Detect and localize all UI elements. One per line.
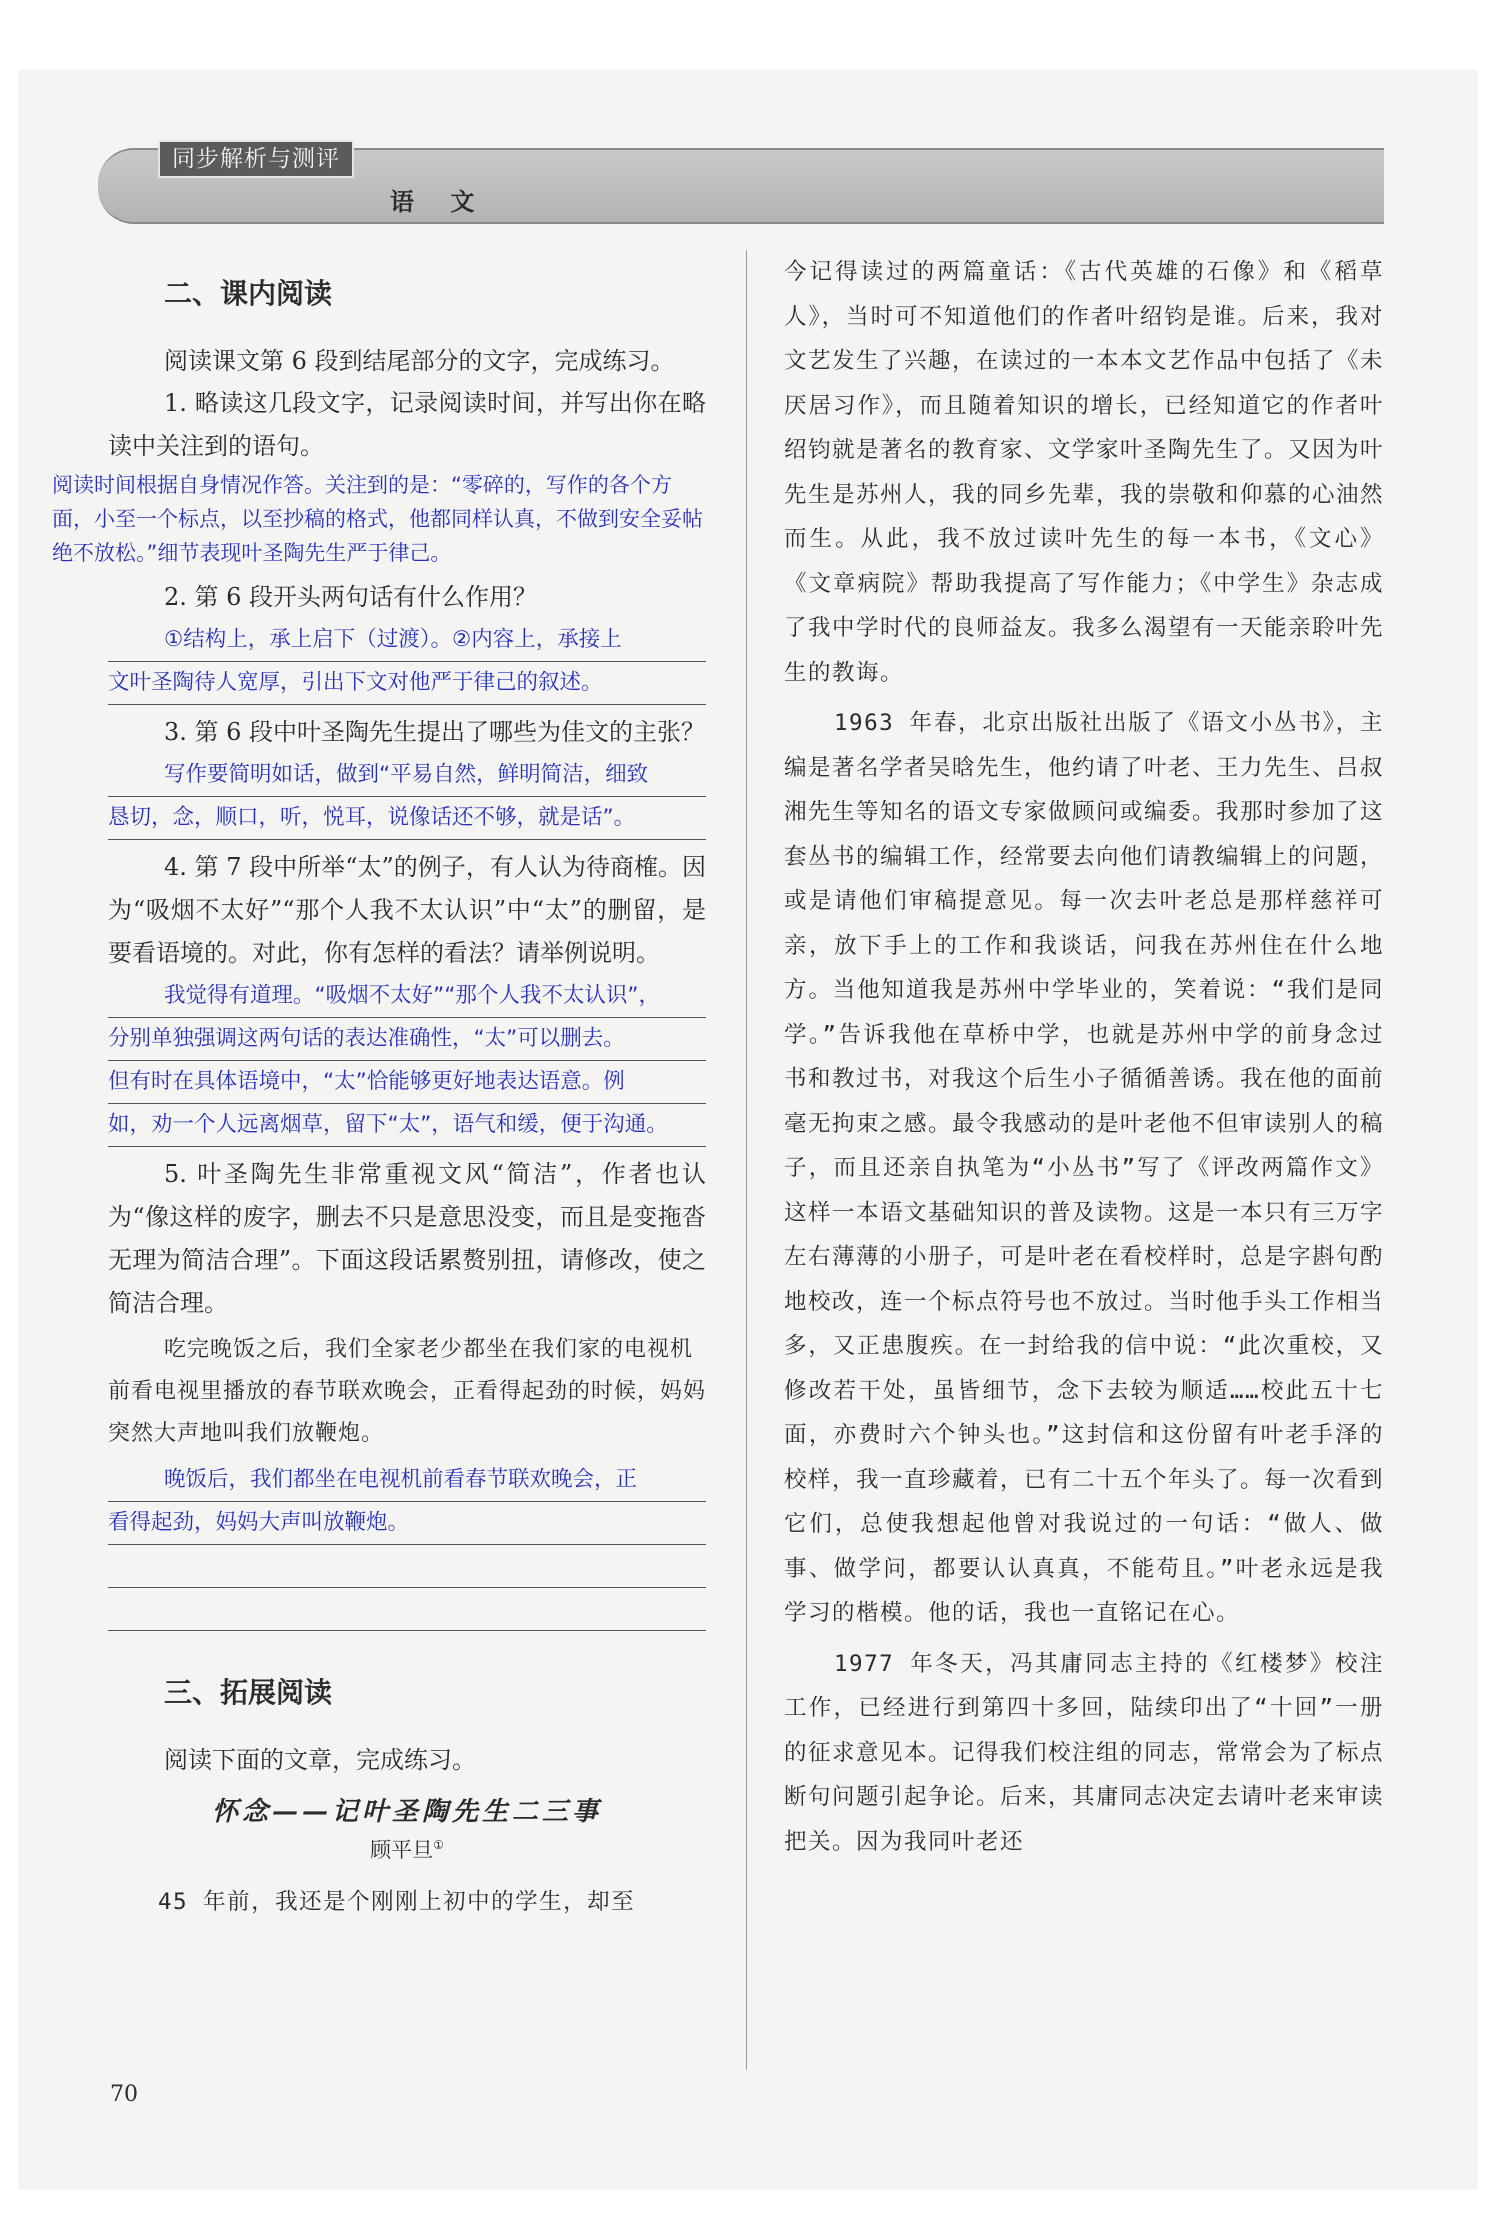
- author-footnote-mark: ①: [433, 1838, 444, 1852]
- article-paragraph: 1977 年冬天，冯其庸同志主持的《红楼梦》校注工作，已经进行到第四十多回，陆续印出了“十回”一册的征求意见本。记得我们校注组的同志，常常会为了标点断句问题引起争论。后来，其庸同志决定去请叶老来审读把关。因为我同叶老还: [784, 1650, 1385, 1855]
- question-1: 1. 略读这几段文字，记录阅读时间，并写出你在略读中关注到的语句。: [108, 389, 706, 460]
- left-column: [52, 262, 707, 1925]
- page-number: 70: [110, 2082, 138, 2107]
- answer-3: [108, 754, 706, 840]
- answer-4: [108, 975, 706, 1147]
- answer-3-line-1: 写作要简明如话，做到“平易自然，鲜明简洁，细致: [108, 754, 706, 797]
- column-divider: [746, 250, 747, 2070]
- article-paragraph: 1963 年春，北京出版社出版了《语文小丛书》，主编是著名学者吴晗先生，他约请了叶老、王力先生、吕叔湘先生等知名的语文专家做顾问或编委。我那时参加了这套丛书的编辑工作，经常要去向他们请教编辑上的问题，或是请他们审稿提意见。每一次去叶老总是那样慈祥可亲，放下手上的工作和我谈话，问我在苏州住在什么地方。当他知道我是苏州中学毕业的，笑着说：“我们是同学。”告诉我他在草桥中学，也就是苏州中学的前身念过书和教过书，对我这个后生小子循循善诱。我在他的面前毫无拘束之感。最令我感动的是叶老他不但审读别人的稿子，而且还亲自执笔为“小丛书”写了《评改两篇作文》这样一本语文基础知识的普及读物。这是一本只有三万字左右薄薄的小册子，可是叶老在看校样时，总是字斟句酌地校改，连一个标点符号也不放过。当时他手头工作相当多，又正患腹疾。在一封给我的信中说：“此次重校，又修改若干处，虽皆细节，念下去较为顺适……校此五十七面，亦费时六个钟头也。”这封信和这份留有叶老手泽的校样，我一直珍藏着，已有二十五个年头了。每一次看到它们，总使我想起他曾对我说过的一句话：“做人、做事、做学问，都要认认真真，不能苟且。”叶老永远是我学习的楷模。他的话，我也一直铭记在心。: [784, 710, 1385, 1626]
- answer-3-line-2: 恳切，念，顺口，听，悦耳，说像话还不够，就是话”。: [108, 797, 706, 840]
- answer-4-line-4: 如，劝一个人远离烟草，留下“太”，语气和缓，便于沟通。: [108, 1104, 706, 1147]
- question-2: 2. 第 6 段开头两句话有什么作用？: [164, 583, 538, 611]
- section-intro: 阅读课文第 6 段到结尾部分的文字，完成练习。: [164, 347, 675, 375]
- answer-4-line-3: 但有时在具体语境中，“太”恰能够更好地表达语意。例: [108, 1061, 706, 1104]
- question-4: 4. 第 7 段中所举“太”的例子，有人认为待商榷。因为“吸烟不太好”“那个人我不太认识”中“太”的删留，是要看语境的。对此，你有怎样的看法？请举例说明。: [108, 853, 706, 967]
- answer-4-line-2: 分别单独强调这两句话的表达准确性，“太”可以删去。: [108, 1018, 706, 1061]
- author-name: 顾平旦: [370, 1838, 434, 1862]
- answer-5: [108, 1459, 706, 1545]
- answer-5-line-2: 看得起劲，妈妈大声叫放鞭炮。: [108, 1502, 706, 1545]
- section-intro: 阅读下面的文章，完成练习。: [164, 1746, 476, 1774]
- section-title-extended-reading: 三、拓展阅读: [164, 1676, 333, 1709]
- answer-1: 阅读时间根据自身情况作答。关注到的是：“零碎的，写作的各个方面，小至一个标点，以至抄稿的格式，他都同样认真，不做到安全妥帖绝不放松。”细节表现叶圣陶先生严于律己。: [52, 473, 703, 565]
- series-title: 同步解析与测评: [158, 140, 354, 178]
- quoted-passage: 吃完晚饭之后，我们全家老少都坐在我们家的电视机前看电视里播放的春节联欢晚会，正看得起劲的时候，妈妈突然大声地叫我们放鞭炮。: [108, 1337, 707, 1446]
- article-author: [108, 1834, 706, 1864]
- blank-answer-line: [108, 1588, 706, 1631]
- answer-2-line-1: ①结构上，承上启下（过渡）。②内容上，承接上: [108, 619, 706, 662]
- answer-5-line-1: 晚饭后，我们都坐在电视机前看春节联欢晚会，正: [108, 1459, 706, 1502]
- answer-2-line-2: 文叶圣陶待人宽厚，引出下文对他严于律己的叙述。: [108, 662, 706, 705]
- answer-2: [108, 619, 706, 705]
- right-column: [784, 250, 1384, 1864]
- question-5: 5. 叶圣陶先生非常重视文风“简洁”，作者也认为“像这样的废字，删去不只是意思没变，而且是变拖沓无理为简洁合理”。下面这段话累赘别扭，请修改，使之简洁合理。: [108, 1160, 706, 1317]
- article-paragraph: 今记得读过的两篇童话：《古代英雄的石像》和《稻草人》，当时可不知道他们的作者叶绍钧是谁。后来，我对文艺发生了兴趣，在读过的一本本文艺作品中包括了《未厌居习作》，而且随着知识的增长，已经知道它的作者叶绍钧就是著名的教育家、文学家叶圣陶先生了。又因为叶先生是苏州人，我的同乡先辈，我的崇敬和仰慕的心油然而生。从此，我不放过读叶先生的每一本书，《文心》《文章病院》帮助我提高了写作能力；《中学生》杂志成了我中学时代的良师益友。我多么渴望有一天能亲聆叶先生的教诲。: [784, 259, 1385, 686]
- section-title-inclass-reading: 二、课内阅读: [164, 277, 333, 310]
- article-title: 怀念——记叶圣陶先生二三事: [211, 1797, 602, 1827]
- answer-4-line-1: 我觉得有道理。“吸烟不太好”“那个人我不太认识”，: [108, 975, 706, 1018]
- article-first-paragraph: 45 年前，我还是个刚刚上初中的学生，却至: [158, 1889, 636, 1915]
- subject-label: 语 文: [390, 188, 489, 216]
- question-3: 3. 第 6 段中叶圣陶先生提出了哪些为佳文的主张？: [164, 718, 706, 746]
- blank-answer-line: [108, 1545, 706, 1588]
